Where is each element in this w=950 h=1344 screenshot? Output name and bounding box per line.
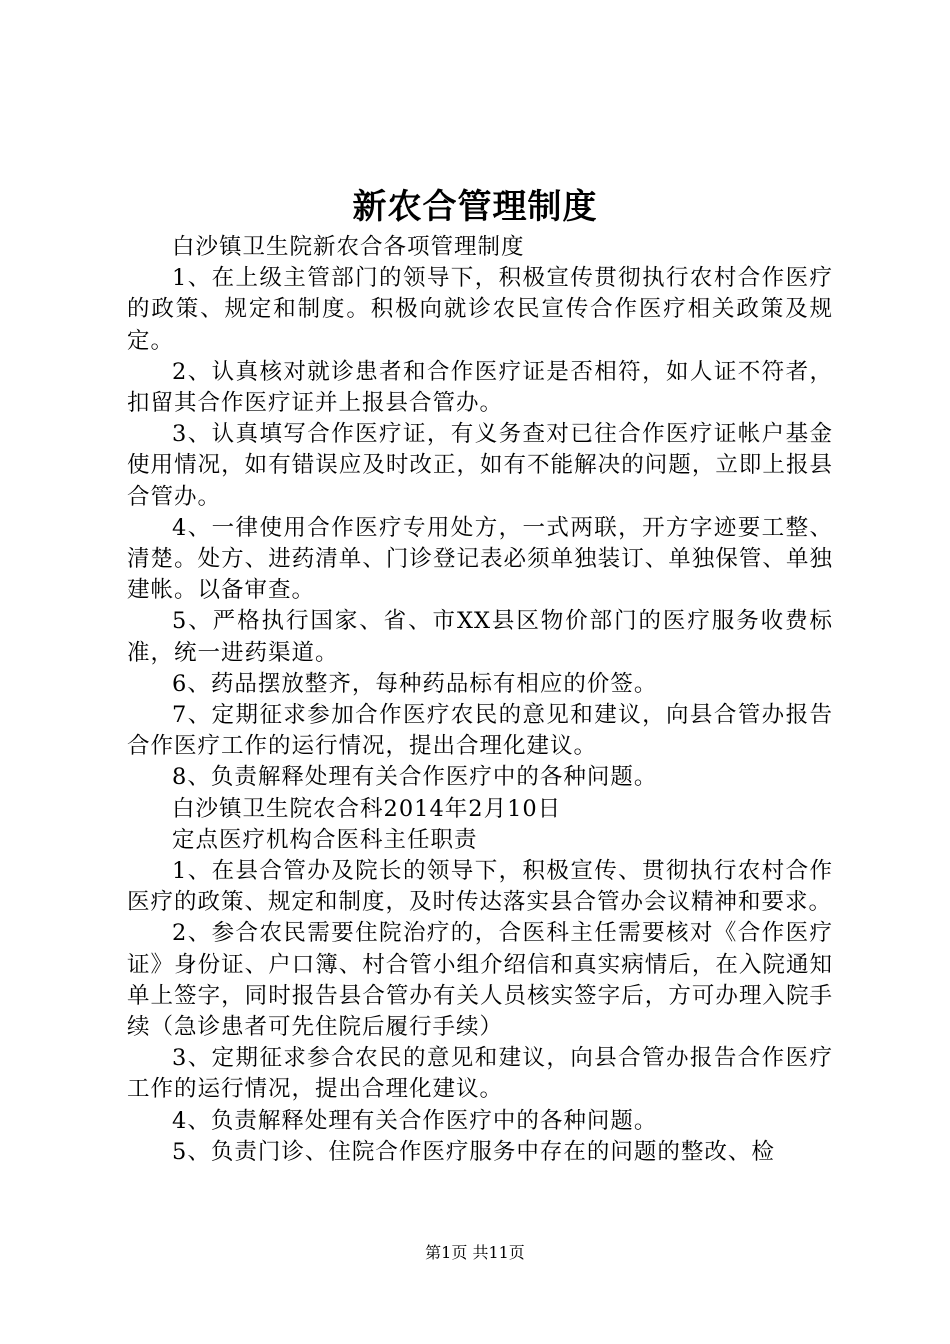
section-heading: 白沙镇卫生院新农合各项管理制度 [172, 234, 525, 260]
document-body [127, 232, 833, 1168]
paragraph: 1、在县合管办及院长的领导下，积极宣传、贯彻执行农村合作医疗的政策、规定和制度，及时传达落实县合管办会议精神和要求。 [127, 858, 833, 916]
section-heading: 定点医疗机构合医科主任职责 [172, 826, 478, 853]
paragraph: 8、负责解释处理有关合作医疗中的各种问题。 [172, 764, 658, 791]
paragraph: 3、认真填写合作医疗证，有义务查对已往合作医疗证帐户基金使用情况，如有错误应及时改正，如有不能解决的问题，立即上报县合管办。 [127, 421, 833, 510]
paragraph: 7、定期征求参加合作医疗农民的意见和建议，向县合管办报告合作医疗工作的运行情况，提出合理化建议。 [127, 702, 833, 760]
signature-date-line: 白沙镇卫生院农合科2014年2月10日 [172, 795, 562, 822]
paragraph: 3、定期征求参合农民的意见和建议，向县合管办报告合作医疗工作的运行情况，提出合理化建议。 [127, 1045, 833, 1103]
paragraph: 5、负责门诊、住院合作医疗服务中存在的问题的整改、检 [172, 1138, 775, 1165]
paragraph: 2、参合农民需要住院治疗的，合医科主任需要核对《合作医疗证》身份证、户口簿、村合管小组介绍信和真实病情后，在入院通知单上签字，同时报告县合管办有关人员核实签字后，方可办理入院手续（急诊患者可先住院后履行手续） [127, 920, 833, 1041]
paragraph: 1、在上级主管部门的领导下，积极宣传贯彻执行农村合作医疗的政策、规定和制度。积极向就诊农民宣传合作医疗相关政策及规定。 [127, 265, 833, 354]
page-footer: 第1页 共11页 [425, 1243, 525, 1262]
paragraph: 6、药品摆放整齐，每种药品标有相应的价签。 [172, 670, 658, 697]
paragraph: 4、负责解释处理有关合作医疗中的各种问题。 [172, 1107, 658, 1134]
paragraph: 4、一律使用合作医疗专用处方，一式两联，开方字迹要工整、清楚。处方、进药清单、门诊登记表必须单独装订、单独保管、单独建帐。以备审查。 [127, 514, 833, 604]
paragraph: 2、认真核对就诊患者和合作医疗证是否相符，如人证不符者，扣留其合作医疗证并上报县合管办。 [127, 358, 833, 417]
page-title: 新农合管理制度 [352, 187, 598, 227]
paragraph: 5、严格执行国家、省、市XX县区物价部门的医疗服务收费标准，统一进药渠道。 [127, 608, 833, 666]
